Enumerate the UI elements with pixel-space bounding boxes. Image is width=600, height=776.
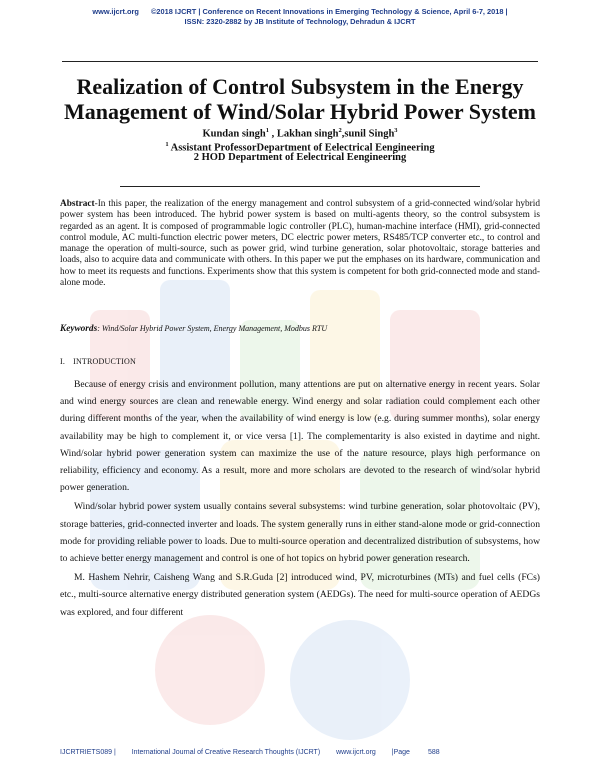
keywords [60, 323, 540, 335]
body-text [60, 376, 540, 623]
section-title: INTRODUCTION [73, 357, 136, 366]
title-line-2: Management of Wind/Solar Hybrid Power System [64, 99, 536, 124]
affiliation-2: 2 HOD Department of Eelectrical Eengineering [193, 152, 407, 163]
header-conference: ©2018 IJCRT | Conference on Recent Innovations in Emerging Technology & Science, April 6-7, 2018 | [150, 7, 508, 16]
footer-site-link[interactable]: www.ijcrt.org [336, 749, 376, 756]
author-3: ,sunil Singh [341, 128, 395, 140]
affiliation-1-sup: 1 [165, 141, 169, 148]
affiliation-1-text: Assistant ProfessorDepartment of Eelectrical Eengineering [168, 142, 435, 154]
abstract-label: Abstract [60, 199, 95, 209]
author-2: , Lakhan singh [269, 128, 339, 140]
author-1: Kundan singh [202, 128, 266, 140]
keywords-label: Keywords [60, 324, 98, 334]
section-heading [60, 357, 136, 366]
paragraph: Because of energy crisis and environment pollution, many attentions are put on alternative energy in recent years. Solar and wind energy sources are clean and renewable energy. Wind energy and solar radiation could complement each other during different months of the year, when the availability of wind energy is low (e.g. during summer months), solar energy availability may be high to complement it, or vice versa [1]. The complementarity is also existed in daytime and night. Wind/solar hybrid power generation system can maximize the use of the nature resource, plays high performance on reliability, efficiency and economy. As a result, more and more scholars are devoted to the research of wind/solar hybrid power generation. [60, 379, 540, 494]
footer-page-number: 588 [427, 749, 440, 756]
header-line-1 [0, 7, 600, 17]
page-header [0, 7, 600, 27]
footer-journal: International Journal of Creative Research Thoughts (IJCRT) [131, 749, 321, 756]
paragraph: Wind/solar hybrid power system usually contains several subsystems: wind turbine generation, solar photovoltaic (PV), storage batteries, grid-connected inverter and loads. The system generally runs in either stand-alone mode or grid-connection mode for providing reliable power to loads. Due to multi-source operation and decentralized distribution of subsystems, how to achieve better energy management and control is one of hot topics on hybrid power generation research. [60, 501, 540, 565]
section-number: I. [60, 357, 66, 366]
author-2-sup: 2 [338, 127, 342, 134]
title-line-1: Realization of Control Subsystem in the Energy [76, 74, 524, 99]
abstract-divider [120, 186, 480, 187]
abstract [60, 199, 540, 289]
header-divider [62, 61, 538, 62]
keywords-text: : Wind/Solar Hybrid Power System, Energy Management, Modbus RTU [97, 324, 328, 333]
paper-title [40, 74, 560, 124]
header-site-link[interactable]: www.ijcrt.org [92, 7, 139, 16]
author-3-sup: 3 [394, 127, 398, 134]
paragraph: M. Hashem Nehrir, Caisheng Wang and S.R.Guda [2] introduced wind, PV, microturbines (MTs) and fuel cells (FCs) etc., multi-source alternative energy distributed generation system (AEDGs). The need for multi-source operation of AEDGs was explored, and four different [60, 572, 540, 618]
header-line-2: ISSN: 2320-2882 by JB Institute of Technology, Dehradun & IJCRT [184, 17, 416, 26]
abstract-text: -In this paper, the realization of the energy management and control subsystem of a grid-connected wind/solar hybrid power system has been introduced. The hybrid power system is based on multi-agents theory, so the control subsystem is regarded as an agent. It is composed of programmable logic controller (PLC), human-machine interface (HMI), grid-connected control module, AC multi-function electric power meters, DC electric power meters, RS485/TCP converter etc., to control and manage the operation of multi-source, such as power grid, wind turbine generation, solar photovoltaic, storage batteries and loads, also to acquire data and communicate with others. In this paper we put the emphases on its hardware, communication and how to meet its requests and functions. Experiments show that this system is competent for both grid-connected mode and stand-alone mode. [60, 199, 540, 289]
page-footer [60, 749, 540, 756]
author-1-sup: 1 [265, 127, 270, 134]
footer-page-label: |Page [391, 749, 410, 756]
footer-id: IJCRTRIETS089 | [60, 749, 116, 756]
